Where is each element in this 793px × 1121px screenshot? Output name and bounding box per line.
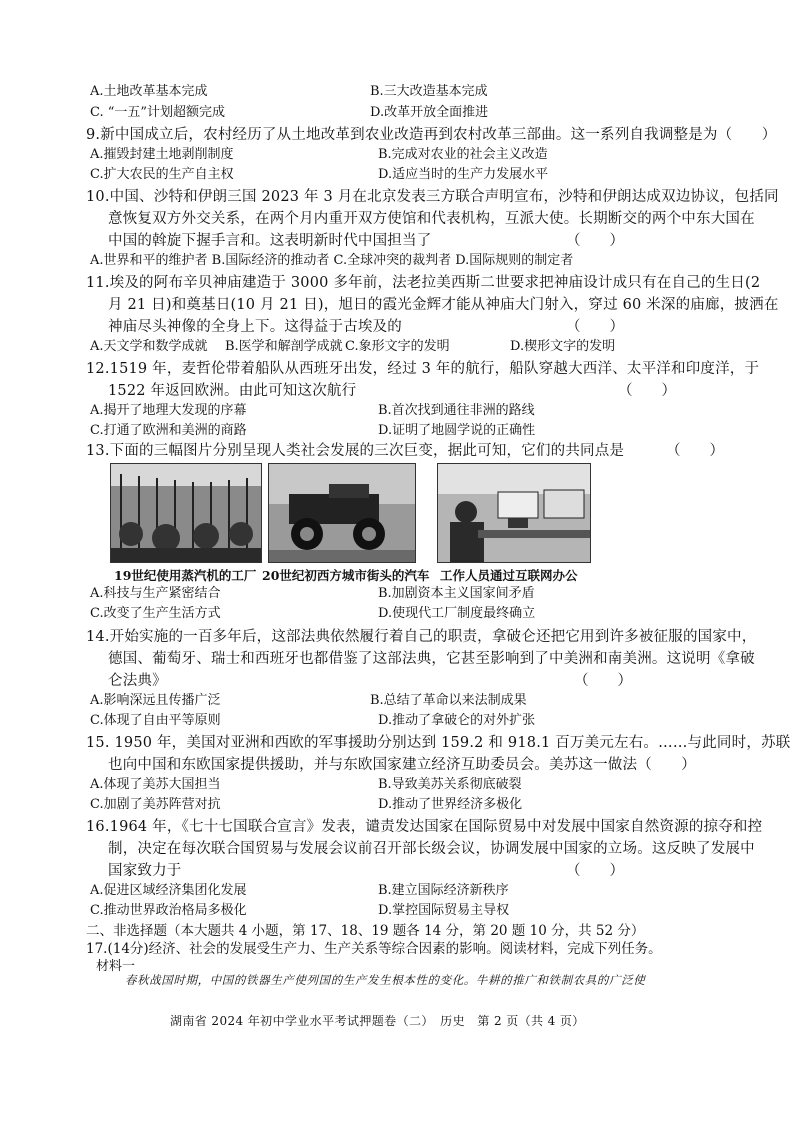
q16-option-a: A.促进区域经济集团化发展 (90, 883, 247, 898)
q13-answer-paren: （ ） (666, 443, 724, 459)
q15-line-2: 也向中国和东欧国家提供援助，并与东欧国家建立经济互助委员会。美苏这一做法（ ） (108, 757, 696, 773)
q10-line-3: 中国的斡旋下握手言和。这表明新时代中国担当了 (108, 233, 432, 249)
q11-line-2: 月 21 日)和奠基日(10 月 21 日)，旭日的霞光金辉才能从神庙大门射入，穿过 60 米深的庙廊，披洒在 (108, 297, 779, 313)
q17-stem: 17.(14分)经济、社会的发展受生产力、生产关系等综合因素的影响。阅读材料，完成下列任务。 (86, 941, 662, 957)
q10-line-2: 意恢复双方外交关系，在两个月内重开双方使馆和代表机构，互派大使。长期断交的两个中东大国在 (108, 211, 755, 227)
q9-option-c: C.扩大农民的生产自主权 (90, 167, 234, 182)
q8-option-a: A.土地改革基本完成 (90, 84, 208, 99)
q14-line-1: 14.开始实施的一百多年后，这部法典依然履行着自己的职责，拿破仑还把它用到许多被征服的国家中， (86, 629, 757, 645)
internet-office-photo (437, 463, 591, 563)
section-heading: 二、非选择题（本大题共 4 小题，第 17、18、19 题各 14 分，第 20 题 10 分，共 52 分） (86, 923, 645, 939)
q12-answer-paren: （ ） (618, 383, 676, 399)
q10-answer-paren: （ ） (566, 233, 624, 249)
q8-option-b: B.三大改造基本完成 (370, 84, 488, 99)
q9-option-a: A.摧毁封建土地剥削制度 (90, 147, 234, 162)
q16-option-d: D.掌控国际贸易主导权 (378, 903, 510, 918)
factory-caption: 19世纪使用蒸汽机的工厂 (114, 568, 257, 583)
q8-option-c: C. “一五”计划超额完成 (90, 105, 226, 120)
q12-option-d: D.证明了地圆学说的正确性 (378, 423, 536, 438)
q13-stem: 13.下面的三幅图片分别呈现人类社会发展的三次巨变，据此可知，它们的共同点是 (86, 443, 625, 459)
q11-option-d: D.楔形文字的发明 (510, 339, 616, 354)
factory-photo (110, 463, 262, 563)
q15-line-1: 15. 1950 年，美国对亚洲和西欧的军事援助分别达到 159.2 和 918.1 百万美元左右。……与此同时，苏联 (86, 735, 791, 751)
q13-option-b: B.加剧资本主义国家间矛盾 (378, 586, 535, 601)
q16-line-1: 16.1964 年，《七十七国联合宣言》发表，谴责发达国家在国际贸易中对发展中国家自然资源的掠夺和控 (86, 819, 763, 835)
q12-line-2: 1522 年返回欧洲。由此可知这次航行 (108, 383, 357, 399)
q9-option-d: D.适应当时的生产力发展水平 (378, 167, 549, 182)
internet-office-caption: 工作人员通过互联网办公 (440, 568, 578, 583)
q10-line-1: 10.中国、沙特和伊朗三国 2023 年 3 月在北京发表三方联合声明宣布，沙特和伊朗达成双边协议，包括同 (86, 189, 779, 205)
q14-option-b: B.总结了革命以来法制成果 (370, 693, 527, 708)
q11-option-a: A.天文学和数学成就 (90, 339, 208, 354)
material-label: 材料一 (96, 959, 136, 974)
q11-option-b: B.医学和解剖学成就 (225, 339, 343, 354)
automobile-caption: 20世纪初西方城市街头的汽车 (262, 568, 430, 583)
q11-option-c: C.象形文字的发明 (345, 339, 450, 354)
q13-option-d: D.使现代工厂制度最终确立 (378, 606, 536, 621)
q11-line-1: 11.埃及的阿布辛贝神庙建造于 3000 多年前，法老拉美西斯二世要求把神庙设计成只有在自己的生日(2 (86, 275, 761, 291)
q14-line-3: 仑法典》 (108, 673, 167, 689)
q12-option-b: B.首次找到通往非洲的路线 (378, 403, 535, 418)
q14-option-a: A.影响深远且传播广泛 (90, 693, 221, 708)
q12-option-a: A.揭开了地理大发现的序幕 (90, 403, 247, 418)
q15-option-c: C.加剧了美苏阵营对抗 (90, 797, 221, 812)
q16-line-2: 制，决定在每次联合国贸易与发展会议前召开部长级会议，协调发展中国家的立场。这反映了发展中 (108, 841, 755, 857)
q9-stem: 9.新中国成立后，农村经历了从土地改革到农业改造再到农村改革三部曲。这一系列自我调整是为（ ） (86, 127, 777, 143)
q11-answer-paren: （ ） (566, 319, 624, 335)
q14-option-c: C.体现了自由平等原则 (90, 713, 221, 728)
q16-option-c: C.推动世界政治格局多极化 (90, 903, 247, 918)
q10-options: A.世界和平的维护者 B.国际经济的推动者 C.全球冲突的裁判者 D.国际规则的制定者 (90, 253, 574, 268)
q11-line-3: 神庙尽头神像的全身上下。这得益于古埃及的 (108, 319, 402, 335)
q12-option-c: C.打通了欧洲和美洲的商路 (90, 423, 247, 438)
q16-line-3: 国家致力于 (108, 863, 182, 879)
q14-answer-paren: （ ） (574, 673, 632, 689)
q16-option-b: B.建立国际经济新秩序 (378, 883, 509, 898)
q8-option-d: D.改革开放全面推进 (370, 105, 489, 120)
q15-option-d: D.推动了世界经济多极化 (378, 797, 523, 812)
q16-answer-paren: （ ） (566, 863, 624, 879)
page-footer: 湖南省 2024 年初中学业水平考试押题卷（二） 历史 第 2 页（共 4 页） (170, 1014, 585, 1028)
q13-option-a: A.科技与生产紧密结合 (90, 586, 221, 601)
q13-option-c: C.改变了生产生活方式 (90, 606, 221, 621)
q15-option-b: B.导致美苏关系彻底破裂 (378, 777, 522, 792)
q15-option-a: A.体现了美苏大国担当 (90, 777, 221, 792)
automobile-photo (268, 463, 416, 563)
q14-line-2: 德国、葡萄牙、瑞士和西班牙也都借鉴了这部法典，它甚至影响到了中美洲和南美洲。这说明《拿破 (108, 651, 755, 667)
q12-line-1: 12.1519 年，麦哲伦带着船队从西班牙出发，经过 3 年的航行，船队穿越大西洋、太平洋和印度洋，于 (86, 361, 760, 377)
q9-option-b: B.完成对农业的社会主义改造 (378, 147, 548, 162)
q14-option-d: D.推动了拿破仑的对外扩张 (378, 713, 536, 728)
material-text: 春秋战国时期，中国的铁器生产使列国的生产发生根本性的变化。牛耕的推广和铁制农具的广泛使 (125, 973, 646, 987)
